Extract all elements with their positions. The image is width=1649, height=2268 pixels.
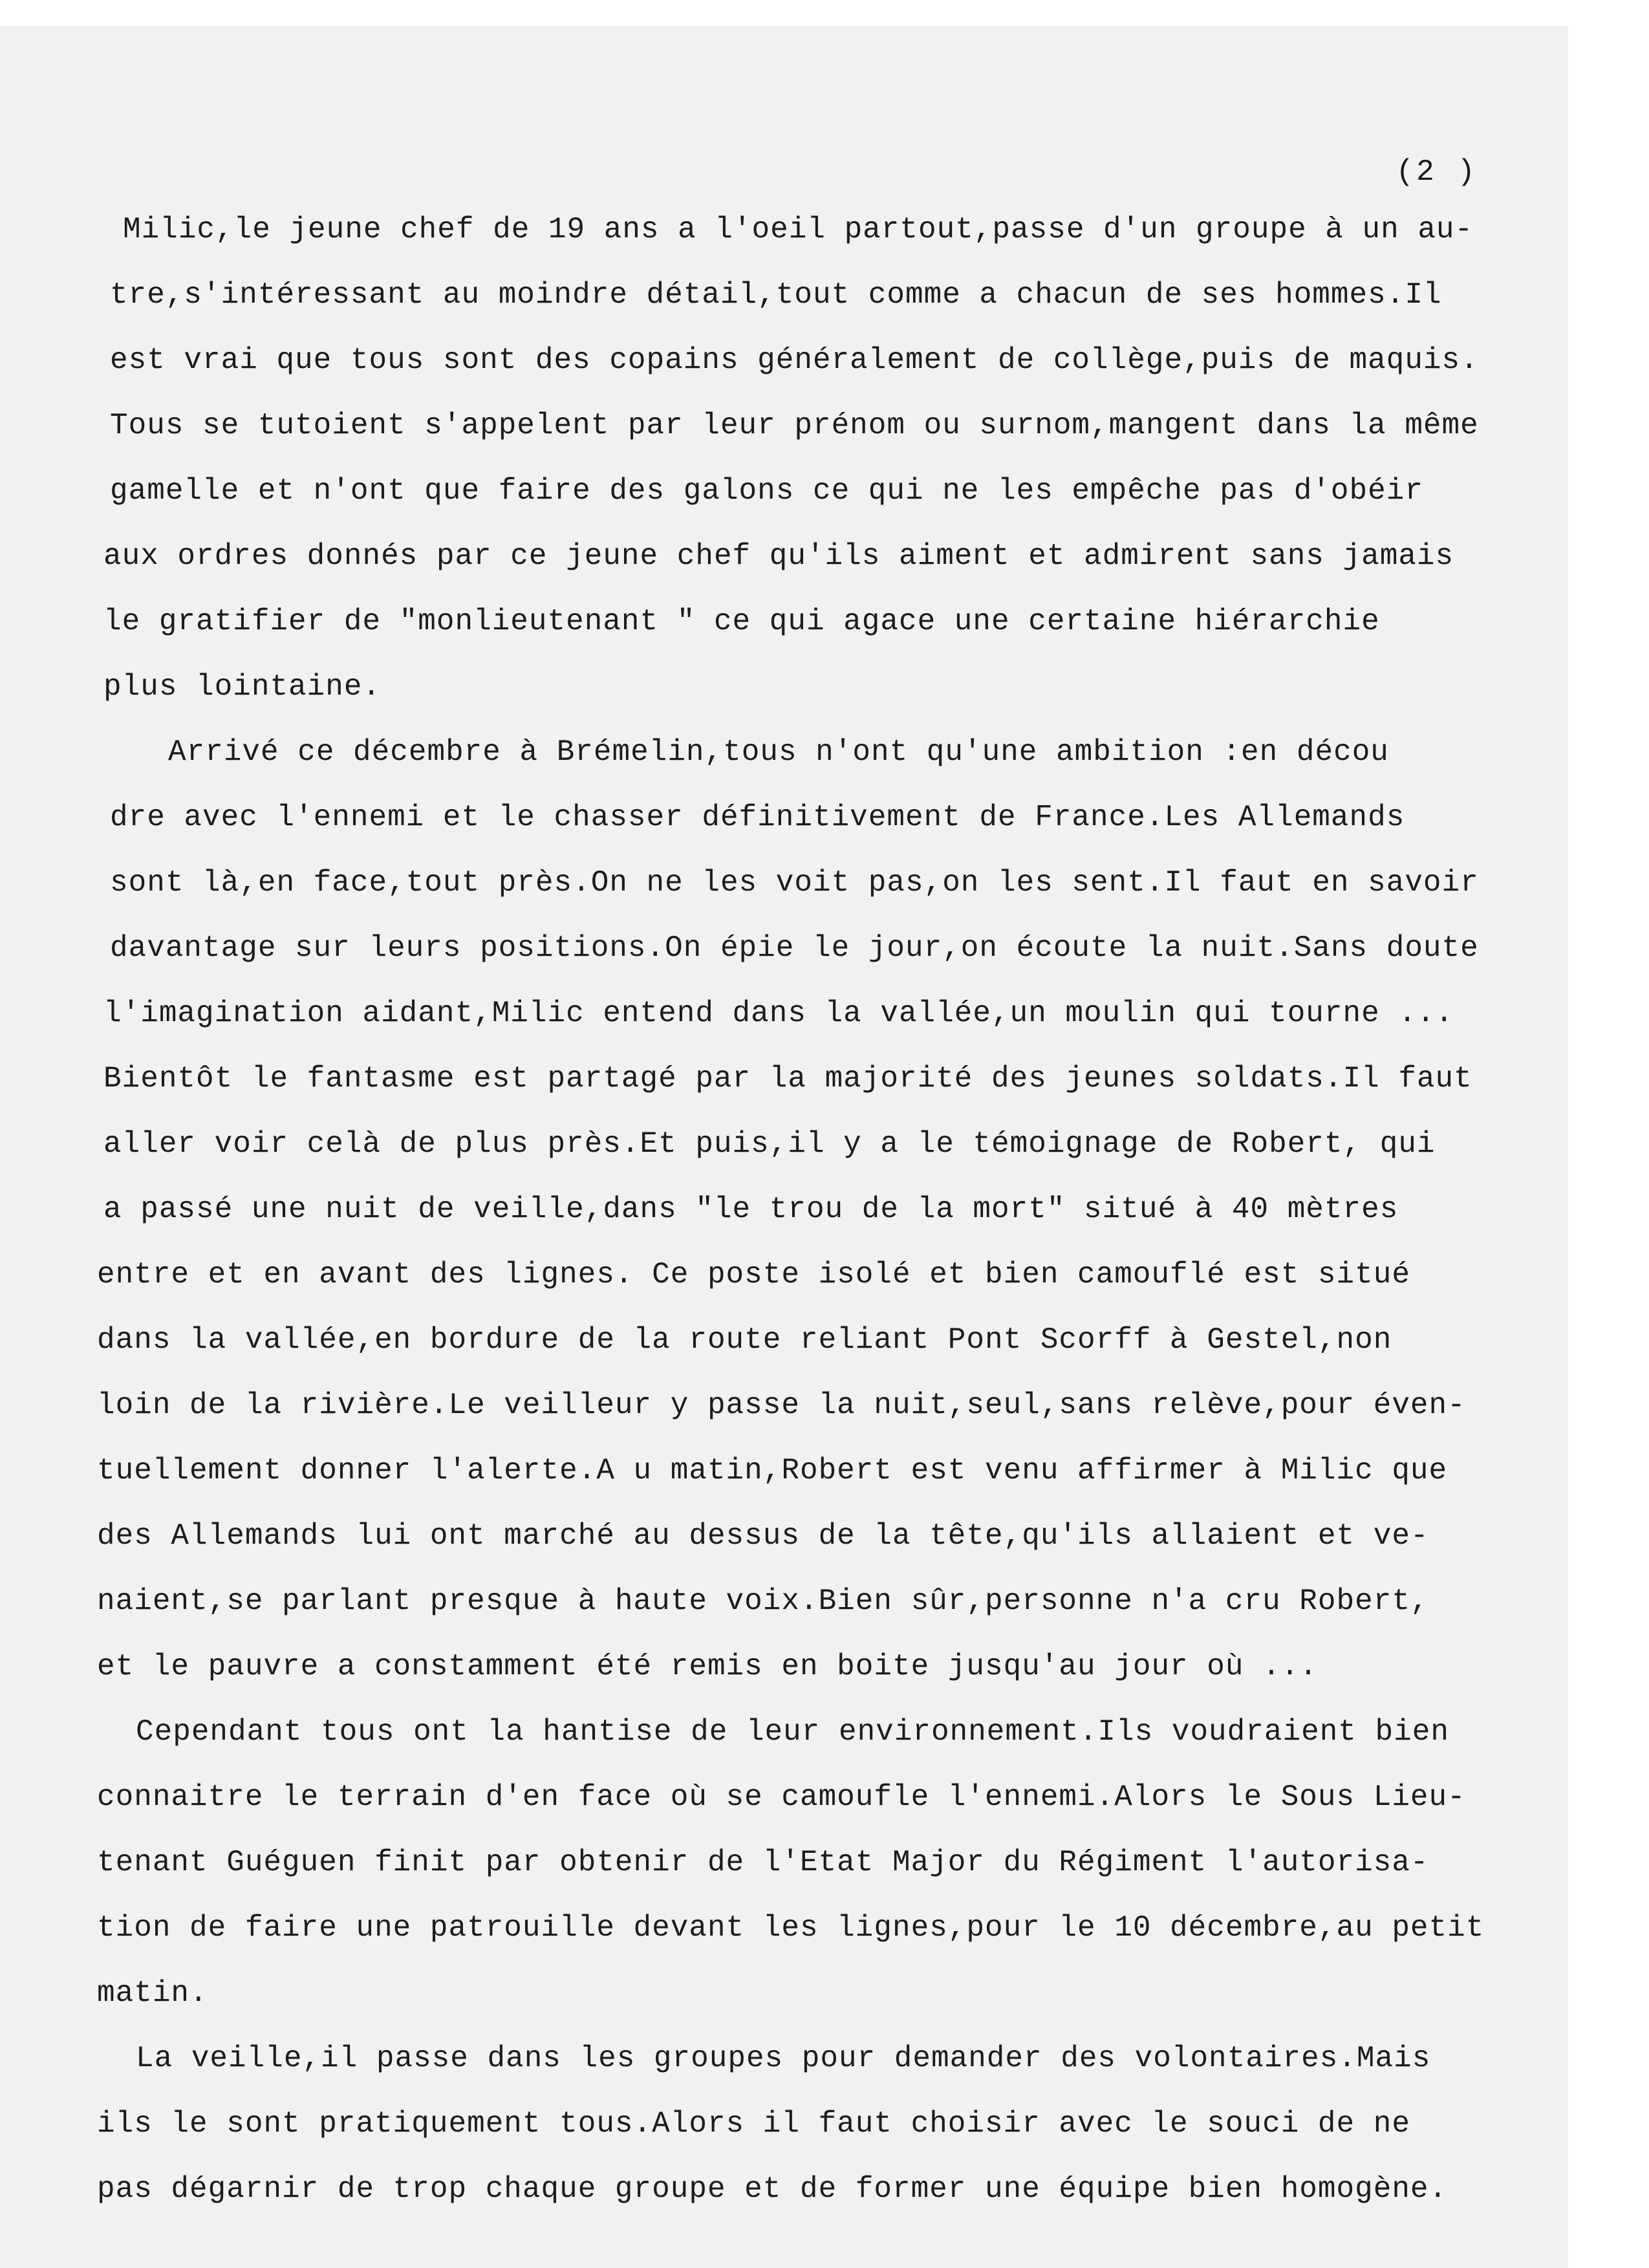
text-line: Cependant tous ont la hantise de leur environnement.Ils voudraient bien bbox=[136, 1715, 1449, 1749]
text-line: dans la vallée,en bordure de la route reliant Pont Scorff à Gestel,non bbox=[97, 1323, 1392, 1357]
text-line: et le pauvre a constamment été remis en boite jusqu'au jour où ... bbox=[97, 1650, 1318, 1683]
text-line: Bientôt le fantasme est partagé par la majorité des jeunes soldats.Il faut bbox=[103, 1062, 1472, 1096]
text-line: aux ordres donnés par ce jeune chef qu'ils aiment et admirent sans jamais bbox=[103, 539, 1454, 573]
text-line: des Allemands lui ont marché au dessus de la tête,qu'ils allaient et ve- bbox=[97, 1519, 1429, 1553]
text-line: ils le sont pratiquement tous.Alors il faut choisir avec le souci de ne bbox=[97, 2107, 1410, 2141]
text-line: l'imagination aidant,Milic entend dans la vallée,un moulin qui tourne ... bbox=[103, 997, 1454, 1030]
text-line: entre et en avant des lignes. Ce poste isolé et bien camouflé est situé bbox=[97, 1258, 1410, 1291]
text-line: est vrai que tous sont des copains généralement de collège,puis de maquis. bbox=[110, 343, 1479, 377]
text-line: a passé une nuit de veille,dans "le trou de la mort" situé à 40 mètres bbox=[103, 1193, 1399, 1226]
text-line: sont là,en face,tout près.On ne les voit pas,on les sent.Il faut en savoir bbox=[110, 866, 1479, 900]
text-line: davantage sur leurs positions.On épie le jour,on écoute la nuit.Sans doute bbox=[110, 931, 1479, 965]
text-line: connaitre le terrain d'en face où se camoufle l'ennemi.Alors le Sous Lieu- bbox=[97, 1780, 1466, 1814]
text-line: pas dégarnir de trop chaque groupe et de former une équipe bien homogène. bbox=[97, 2172, 1448, 2206]
text-line: naient,se parlant presque à haute voix.Bien sûr,personne n'a cru Robert, bbox=[97, 1584, 1429, 1618]
text-line: La veille,il passe dans les groupes pour demander des volontaires.Mais bbox=[136, 2042, 1431, 2075]
text-line: Arrivé ce décembre à Brémelin,tous n'ont qu'une ambition :en décou bbox=[168, 735, 1389, 769]
text-line: loin de la rivière.Le veilleur y passe la nuit,seul,sans relève,pour éven- bbox=[97, 1388, 1466, 1422]
text-line: Tous se tutoient s'appelent par leur prénom ou surnom,mangent dans la même bbox=[110, 409, 1479, 442]
text-line: gamelle et n'ont que faire des galons ce qui ne les empêche pas d'obéir bbox=[110, 474, 1423, 508]
text-line: plus lointaine. bbox=[103, 670, 382, 704]
page-number: (2 ) bbox=[1396, 155, 1478, 189]
typewritten-text bbox=[97, 197, 1565, 2222]
text-line: matin. bbox=[97, 1976, 208, 2010]
text-line: Milic,le jeune chef de 19 ans a l'oeil partout,passe d'un groupe à un au- bbox=[123, 213, 1474, 246]
text-line: tenant Guéguen finit par obtenir de l'Etat Major du Régiment l'autorisa- bbox=[97, 1846, 1429, 1879]
text-line: tre,s'intéressant au moindre détail,tout comme a chacun de ses hommes.Il bbox=[110, 278, 1442, 312]
text-line: dre avec l'ennemi et le chasser définitivement de France.Les Allemands bbox=[110, 801, 1405, 834]
text-line: tuellement donner l'alerte.A u matin,Robert est venu affirmer à Milic que bbox=[97, 1454, 1448, 1487]
text-line: tion de faire une patrouille devant les lignes,pour le 10 décembre,au petit bbox=[97, 1911, 1485, 1945]
text-line: le gratifier de "monlieutenant " ce qui agace une certaine hiérarchie bbox=[103, 605, 1380, 638]
document-page bbox=[0, 26, 1568, 2268]
text-line: aller voir celà de plus près.Et puis,il y a le témoignage de Robert, qui bbox=[103, 1127, 1436, 1161]
